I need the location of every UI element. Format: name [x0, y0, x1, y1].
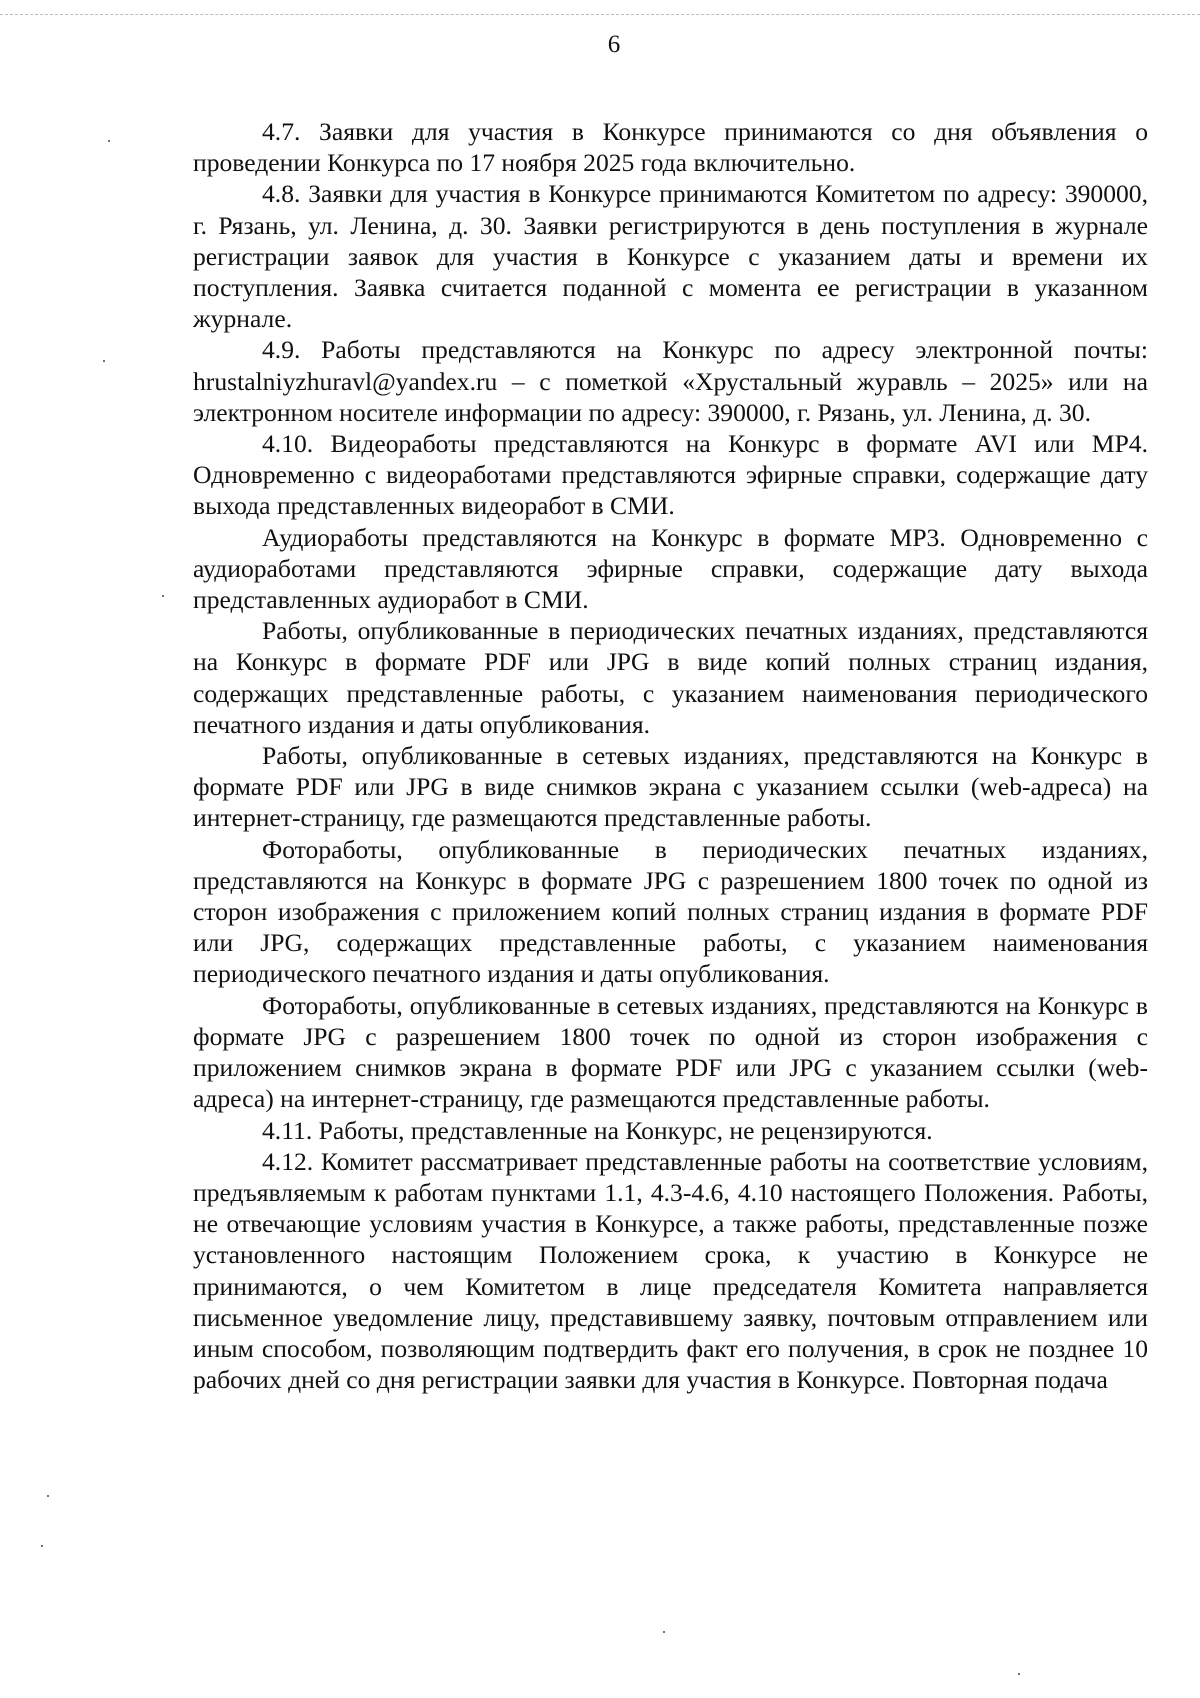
scan-speck [41, 1545, 43, 1547]
paragraph-audio: Аудиоработы представляются на Конкурс в формате MP3. Одновременно с аудиоработами представляются эфирные справки, содержащие дату выхода представленных аудиоработ в СМИ. [193, 522, 1148, 615]
document-body [193, 116, 1148, 1395]
scan-speck [162, 595, 164, 597]
paragraph-4-8: 4.8. Заявки для участия в Конкурсе принимаются Комитетом по адресу: 390000, г. Рязань, ул. Ленина, д. 30. Заявки регистрируются в день поступления в журнале регистрации заявок для участия в Конкурсе с указанием даты и времени их поступления. Заявка считается поданной с момента ее регистрации в указанном журнале. [193, 179, 1148, 334]
scan-speck [663, 1631, 665, 1633]
paragraph-4-9: 4.9. Работы представляются на Конкурс по адресу электронной почты: hrustalniyzhuravl@yandex.ru – с пометкой «Хрустальный журавль – 2025» или на электронном носителе информации по адресу: 390000, г. Рязань, ул. Ленина, д. 30. [193, 335, 1148, 427]
paragraph-4-11: 4.11. Работы, представленные на Конкурс, не рецензируются. [262, 1115, 933, 1145]
paragraph-network: Работы, опубликованные в сетевых изданиях, представляются на Конкурс в формате PDF или JPG в виде снимков экрана с указанием ссылки (web-адреса) на интернет-страницу, где размещаются представленные работы. [193, 741, 1148, 833]
scan-speck [108, 140, 110, 142]
paragraph-photo-network: Фотоработы, опубликованные в сетевых изданиях, представляются на Конкурс в формате JPG с разрешением 1800 точек по одной из сторон изображения с приложением снимков экрана в формате PDF или JPG с указанием ссылки (web-адреса) на интернет-страницу, где размещаются представленные работы. [193, 990, 1148, 1114]
scan-speck [47, 1495, 49, 1497]
page-number: 6 [607, 31, 621, 58]
paragraph-photo-print: Фотоработы, опубликованные в периодических печатных изданиях, представляются на Конкурс в формате JPG с разрешением 1800 точек по одной из сторон изображения с приложением копий полных страниц издания в формате PDF или JPG, содержащих представленные работы, с указанием наименования периодического печатного издания и даты опубликования. [193, 834, 1148, 989]
scan-speck [1018, 1673, 1020, 1675]
paragraph-4-10: 4.10. Видеоработы представляются на Конкурс в формате AVI или MP4. Одновременно с видеоработами представляются эфирные справки, содержащие дату выхода представленных видеоработ в СМИ. [193, 429, 1148, 521]
paragraph-4-7: 4.7. Заявки для участия в Конкурсе принимаются со дня объявления о проведении Конкурса по 17 ноября 2025 года включительно. [193, 117, 1148, 178]
scan-top-edge [0, 14, 1200, 15]
paragraph-4-12: 4.12. Комитет рассматривает представленные работы на соответствие условиям, предъявляемым к работам пунктами 1.1, 4.3-4.6, 4.10 настоящего Положения. Работы, не отвечающие условиям участия в Конкурсе, а также работы, представленные позже установленного настоящим Положением срока, к участию в Конкурсе не принимаются, о чем Комитетом в лице председателя Комитета направляется письменное уведомление лицу, представившему заявку, почтовым отправлением или иным способом, позволяющим подтвердить факт его получения, в срок не позднее 10 рабочих дней со дня регистрации заявки для участия в Конкурсе. Повторная подача [193, 1146, 1148, 1395]
paragraph-print: Работы, опубликованные в периодических печатных изданиях, представляются на Конкурс в формате PDF или JPG в виде копий полных страниц издания, содержащих представленные работы, с указанием наименования периодического печатного издания и даты опубликования. [193, 616, 1148, 739]
scan-speck [103, 360, 105, 362]
